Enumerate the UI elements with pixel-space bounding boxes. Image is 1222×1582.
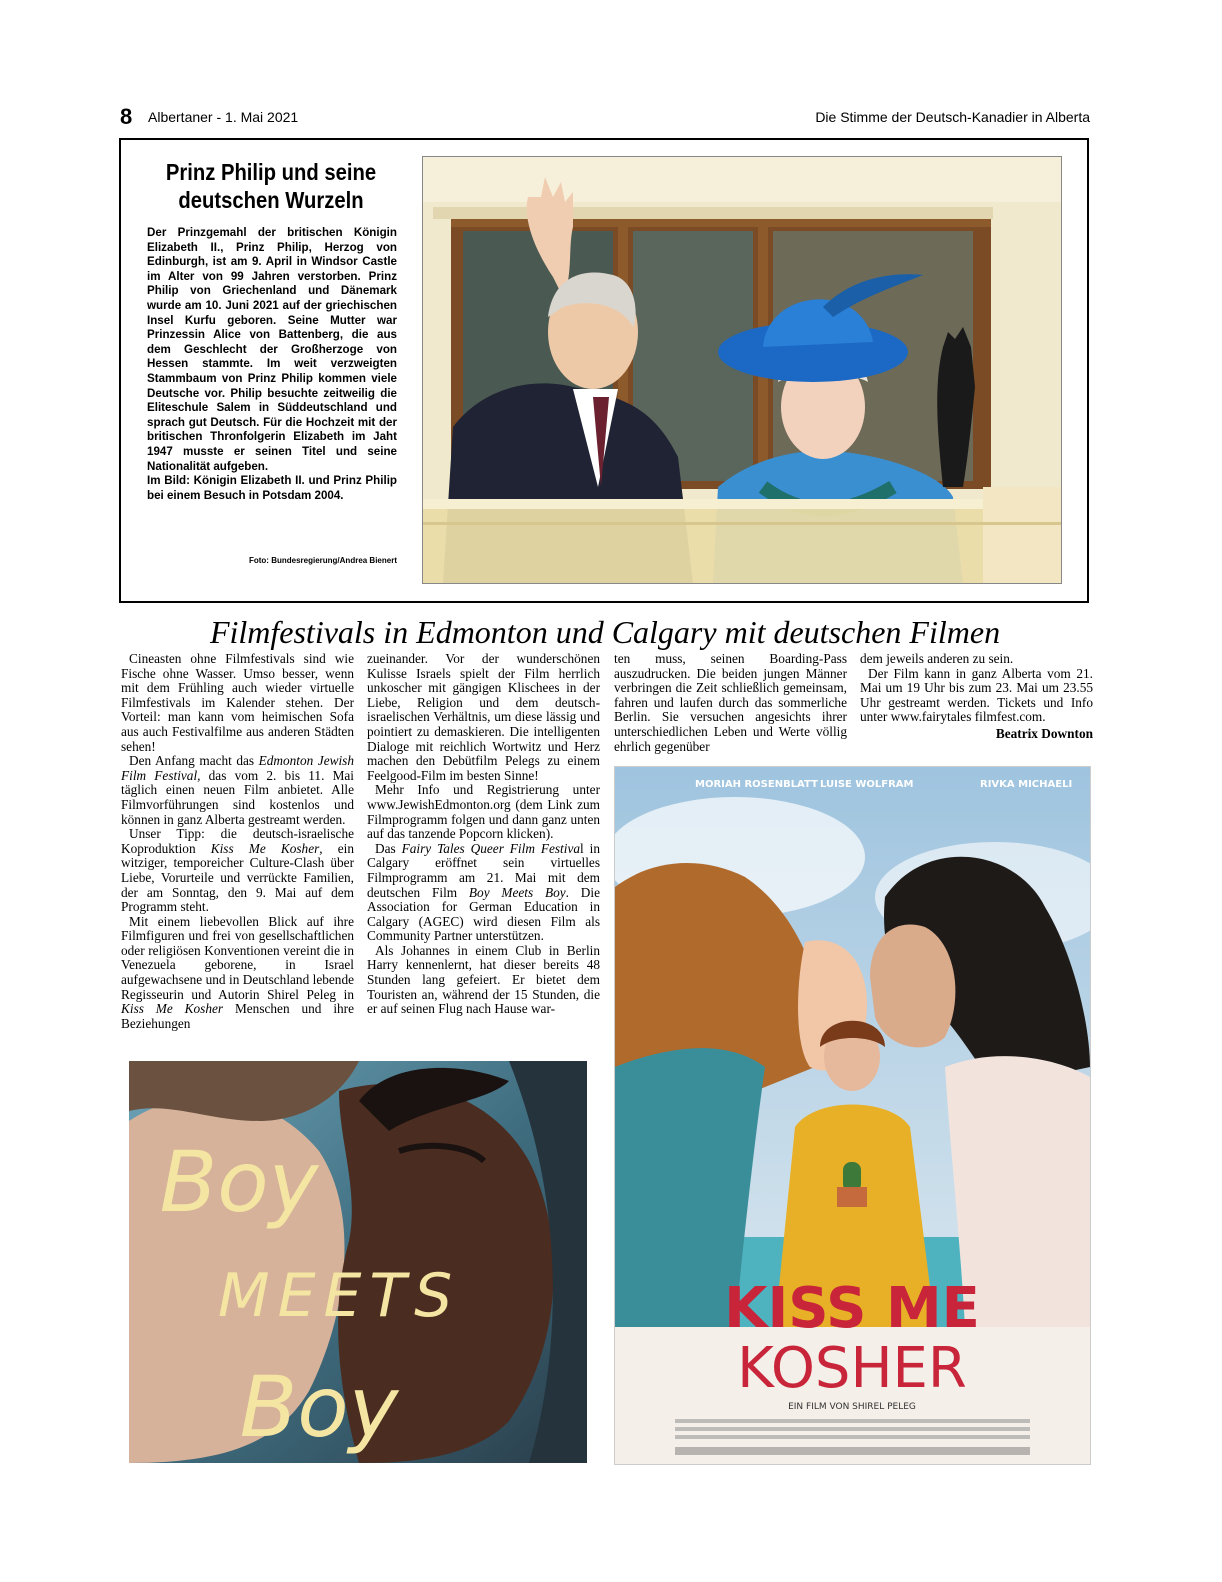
kiss-me-kosher-poster: [614, 766, 1091, 1465]
poster-title-line-1: KISS ME: [724, 1276, 980, 1341]
text: l in Calgary eröffnet sein virtuelles Filmprogramm am 21. Mai mit dem deutschen Film: [367, 840, 600, 900]
article-column-3: [614, 652, 847, 754]
film-title: Boy Meets Boy: [468, 884, 566, 900]
paragraph: [121, 915, 354, 1032]
page-header: [120, 104, 1090, 130]
publication-date: Albertaner - 1. Mai 2021: [148, 109, 299, 125]
film-title: Kiss Me Kosher: [121, 1001, 224, 1017]
cast-name-2: LUISE WOLFRAM: [820, 779, 914, 790]
poster-title-line-2: MEETS: [217, 1261, 461, 1331]
paragraph: dem jeweils anderen zu sein.: [860, 651, 1014, 666]
paragraph: ten muss, seinen Boarding-Pass auszudrucken. Die beiden jungen Männer verbringen die Zeit schließlich gemeinsam, fahren und laufen durch das sommerliche Berlin. Sie versuchen angesichts ihrer unterschiedlichen Leben und Werte völlig ehrlich gegenüber: [614, 651, 847, 754]
poster-title-line-2: KOSHER: [737, 1336, 967, 1401]
balcony-photo-illustration: [423, 157, 1061, 583]
page-number: 8: [120, 104, 133, 129]
boy-meets-boy-poster-art: [129, 1061, 587, 1463]
paragraph: [121, 754, 354, 827]
paragraph: [367, 842, 600, 944]
paragraph: Der Film kann in ganz Alberta vom 21. Mai um 19 Uhr bis zum 23. Mai um 23.55 Uhr gestreamt werden. Tickets und Info unter www.fairytales filmfest.com.: [860, 665, 1093, 725]
paragraph: Als Johannes in einem Club in Berlin Harry kennenlernt, hat dieser bereits 48 Stunden lang gefeiert. Er bietet dem Touristen an, während der 15 Stunden, die er auf seinen Flug nach Hause war-: [367, 942, 600, 1017]
article-column-4: [860, 652, 1093, 742]
text: Den Anfang macht das: [129, 753, 259, 769]
article-headline: Prinz Philip und seine deutschen Wurzeln: [165, 159, 377, 213]
text: Mit einem liebevollen Blick auf ihre Filmfiguren und frei von gesellschaftlichen oder religiösen Konventionen vereint die in Venezuela geborene, in Israel aufgewachsene und in Deutschland lebende Regisseurin und Autorin Shirel Peleg in: [121, 913, 354, 1002]
text: , ein witziger, temporeicher Culture-Clash über Liebe, Vorurteile und verrückte Familien, der am Sonntag, den 9. Mai auf dem Programm steht.: [121, 840, 354, 915]
poster-title-line-3: Boy: [239, 1358, 399, 1456]
photo-credit: Foto: Bundesregierung/Andrea Bienert: [248, 556, 397, 565]
article-column-1: [121, 652, 354, 1031]
film-article-headline: Filmfestivals in Edmonton und Calgary mit deutschen Filmen: [209, 614, 1001, 650]
article-author: Beatrix Downton: [995, 725, 1093, 741]
article-body: [147, 226, 397, 503]
article-column-2: [367, 652, 600, 1017]
text: . Die Association for German Education in Calgary (AGEC) wird diesen Film als Community Partner unterstützen.: [367, 884, 600, 944]
text: Menschen und ihre Beziehungen: [121, 1001, 354, 1031]
boy-meets-boy-poster: [129, 1061, 587, 1463]
photo-caption: Im Bild: Königin Elizabeth II. und Prinz Philip bei einem Besuch in Potsdam 2004.: [147, 474, 397, 502]
text: Das: [375, 840, 402, 856]
paragraph: Mehr Info und Registrierung unter www.JewishEdmonton.org (dem Link zum Filmprogramm folgen und dann ganz unten auf das tanzende Popcorn klicken).: [367, 782, 600, 842]
festival-name: Edmonton Jewish Film Festival,: [121, 753, 354, 783]
poster-title-line-1: Boy: [159, 1133, 319, 1231]
text: Unser Tipp: die deutsch-israelische Koproduktion: [121, 826, 354, 856]
cast-name-3: RIVKA MICHAELI: [980, 779, 1073, 790]
kiss-me-kosher-poster-art: [615, 767, 1090, 1464]
article-text: Der Prinzgemahl der britischen Königin Elizabeth II., Prinz Philip, Herzog von Edinburgh, ist am 9. April in Windsor Castle im Alter von 99 Jahren verstorben. Prinz Philip von Griechenland und Dänemark wurde am 10. Juni 2021 auf der griechischen Insel Kurfu geboren. Seine Mutter war Prinzessin Alice von Battenberg, die aus dem Geschlecht der Großherzoge von Hessen stammte. Im weit verzweigten Stammbaum von Prinz Philip kommen viele Deutsche vor. Philip besuchte zeitweilig die Eliteschule Salem in Süddeutschland und sprach gut Deutsch. Für die Hochzeit mit der britischen Thronfolgerin Elizabeth im Jaht 1947 musste er seinen Titel und seine Nationalität aufgeben.: [147, 226, 397, 473]
text: das vom 2. bis 11. Mai täglich einen neuen Film anbietet. Alle Filmvorführungen sind kostenlos und können in ganz Alberta gestreamt werden.: [121, 767, 354, 827]
paragraph: zueinander. Vor der wunderschönen Kulisse Israels spielt der Film herrlich unkoscher mit gängigen Klischees in der Liebe, Religion und dem deutsch-israelischen Verhältnis, um diese lässig und pointiert zu demaskieren. Die intelligenten Dialoge mit reichlich Wortwitz und Herz machen den Debütfilm Pelegs zu einem Feelgood-Film im besten Sinne!: [367, 651, 600, 783]
festival-name: Fairy Tales Queer Film Festiva: [401, 840, 580, 856]
poster-tagline: EIN FILM VON SHIREL PELEG: [788, 1402, 916, 1412]
prince-philip-article: [119, 138, 1089, 603]
publication-motto: Die Stimme der Deutsch-Kanadier in Alberta: [815, 109, 1090, 125]
paragraph: Cineasten ohne Filmfestivals sind wie Fische ohne Wasser. Umso besser, wenn mit dem Frühling auch wieder virtuelle Filmfestivals im Kalender stehen. Der Vorteil: man kann vom heimischen Sofa aus auch Festivalfilme aus anderen Städten sehen!: [121, 651, 354, 754]
cast-name-1: MORIAH ROSENBLATT: [695, 779, 818, 790]
film-title: Kiss Me Kosher: [210, 840, 320, 856]
royal-couple-photo: [422, 156, 1062, 584]
paragraph: [121, 827, 354, 915]
